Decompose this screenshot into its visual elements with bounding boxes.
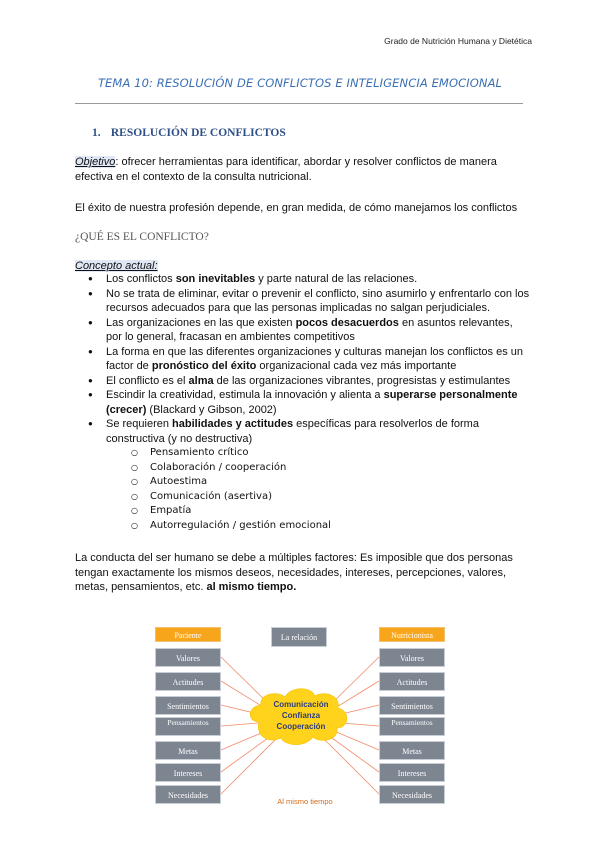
conduct-bold: al mismo tiempo. <box>206 581 297 593</box>
left-factor-box: Necesidades <box>155 785 221 804</box>
cloud-line: Comunicación <box>273 700 329 709</box>
bullet-item <box>75 272 530 287</box>
objective-label: Objetivo <box>75 156 116 168</box>
success-paragraph: El éxito de nuestra profesión depende, en gran medida, de cómo manejamos los conflictos <box>75 202 518 214</box>
bullet-bold: superarse personalmente (crecer) <box>106 389 518 416</box>
bullet-item <box>75 417 530 533</box>
bullet-bold: pronóstico del éxito <box>151 360 257 372</box>
bullet-text: Los conflictos <box>106 273 176 285</box>
cloud-line: Confianza <box>281 711 321 720</box>
bullet-text: específicas para resolverlos de forma constructiva (y no destructiva) <box>106 418 479 445</box>
right-factor-box: Intereses <box>379 763 445 782</box>
bullet-text: de las organizaciones vibrantes, progresistas y estimulantes <box>213 374 511 387</box>
cloud-line: Cooperación <box>276 722 326 731</box>
bullet-bold: son inevitables <box>175 273 256 285</box>
relationship-diagram <box>155 618 445 813</box>
skill-item: ○ Comunicación (asertiva) <box>106 490 530 505</box>
bullet-item <box>75 388 530 417</box>
bullet-bold: pocos desacuerdos <box>295 316 399 329</box>
skill-item: ○ Autorregulación / gestión emocional <box>106 519 530 534</box>
right-factor-box: Actitudes <box>379 672 445 691</box>
right-factor-box: Valores <box>379 648 445 667</box>
right-factor-box: Sentimientos <box>379 696 445 715</box>
bullet-bold: habilidades y actitudes <box>172 418 294 430</box>
conflict-question-heading: ¿QUÉ ES EL CONFLICTO? <box>75 231 209 243</box>
diagram-caption: Al mismo tiempo <box>277 797 333 806</box>
section-title: RESOLUCIÓN DE CONFLICTOS <box>110 127 286 139</box>
bullet-text: organizacional cada vez más importante <box>256 360 457 372</box>
bullet-item <box>75 374 530 389</box>
bullet-text: No se trata de eliminar, evitar o prevenir el conflicto, sino asumirlo y enfrentarlo con los recursos adecuados para que las personas implicadas no salgan perjudiciales. <box>106 287 530 314</box>
header-course-name: Grado de Nutrición Humana y Dietética <box>384 36 532 46</box>
section-heading <box>92 127 286 139</box>
right-factor-box: Metas <box>379 741 445 760</box>
conduct-text: La conducta del ser humano se debe a múltiples factores: Es imposible que dos personas tengan exactamente los mismos deseos, necesidades, intereses, percepciones, valores, metas, pensamientos, etc. <box>75 552 513 593</box>
cloud-text <box>251 699 351 732</box>
skill-item: ○ Colaboración / cooperación <box>106 461 530 476</box>
bullet-item <box>75 287 530 316</box>
conduct-paragraph <box>75 551 525 595</box>
concept-bullet-list <box>75 272 530 533</box>
bullet-text: El conflicto es el <box>106 374 189 387</box>
skill-item: ○ Autoestima <box>106 475 530 490</box>
bullet-bold: alma <box>188 374 214 387</box>
skill-item: ○ Empatía <box>106 504 530 519</box>
bullet-item <box>75 345 530 374</box>
bullet-text: Se requieren <box>106 418 173 430</box>
relation-box: La relación <box>271 627 327 647</box>
bullet-text: Escindir la creatividad, estimula la innovación y alienta a <box>106 389 384 401</box>
left-factor-box: Valores <box>155 648 221 667</box>
bullet-text: en asuntos relevantes, por lo general, fracasan en ambientes competitivos <box>106 316 513 343</box>
skills-sublist <box>106 446 530 533</box>
bullet-text: y parte natural de las relaciones. <box>255 273 418 285</box>
objective-text: : ofrecer herramientas para identificar, abordar y resolver conflictos de manera efectiva en el contexto de la consulta nutricional. <box>75 156 497 183</box>
left-factor-box: Metas <box>155 741 221 760</box>
bullet-text: La forma en que las diferentes organizaciones y culturas manejan los conflictos es un factor de <box>106 345 524 372</box>
right-factor-box: Necesidades <box>379 785 445 804</box>
bullet-text: (Blackard y Gibson, 2002) <box>146 403 277 416</box>
nutritionist-header: Nutricionista <box>379 627 445 642</box>
objective-paragraph <box>75 155 530 184</box>
patient-header: Paciente <box>155 627 221 642</box>
left-factor-box: Intereses <box>155 763 221 782</box>
left-factor-box: Pensamientos <box>155 717 221 736</box>
bullet-item <box>75 316 530 345</box>
bullet-text: Las organizaciones en las que existen <box>106 316 296 329</box>
document-title: TEMA 10: RESOLUCIÓN DE CONFLICTOS E INTELIGENCIA EMOCIONAL <box>97 76 503 90</box>
section-number: 1. <box>92 127 101 139</box>
concept-label: Concepto actual: <box>75 260 158 272</box>
skill-item: ○ Pensamiento crítico <box>106 446 530 461</box>
title-divider <box>75 103 523 104</box>
left-factor-box: Sentimientos <box>155 696 221 715</box>
right-factor-box: Pensamientos <box>379 717 445 736</box>
left-factor-box: Actitudes <box>155 672 221 691</box>
